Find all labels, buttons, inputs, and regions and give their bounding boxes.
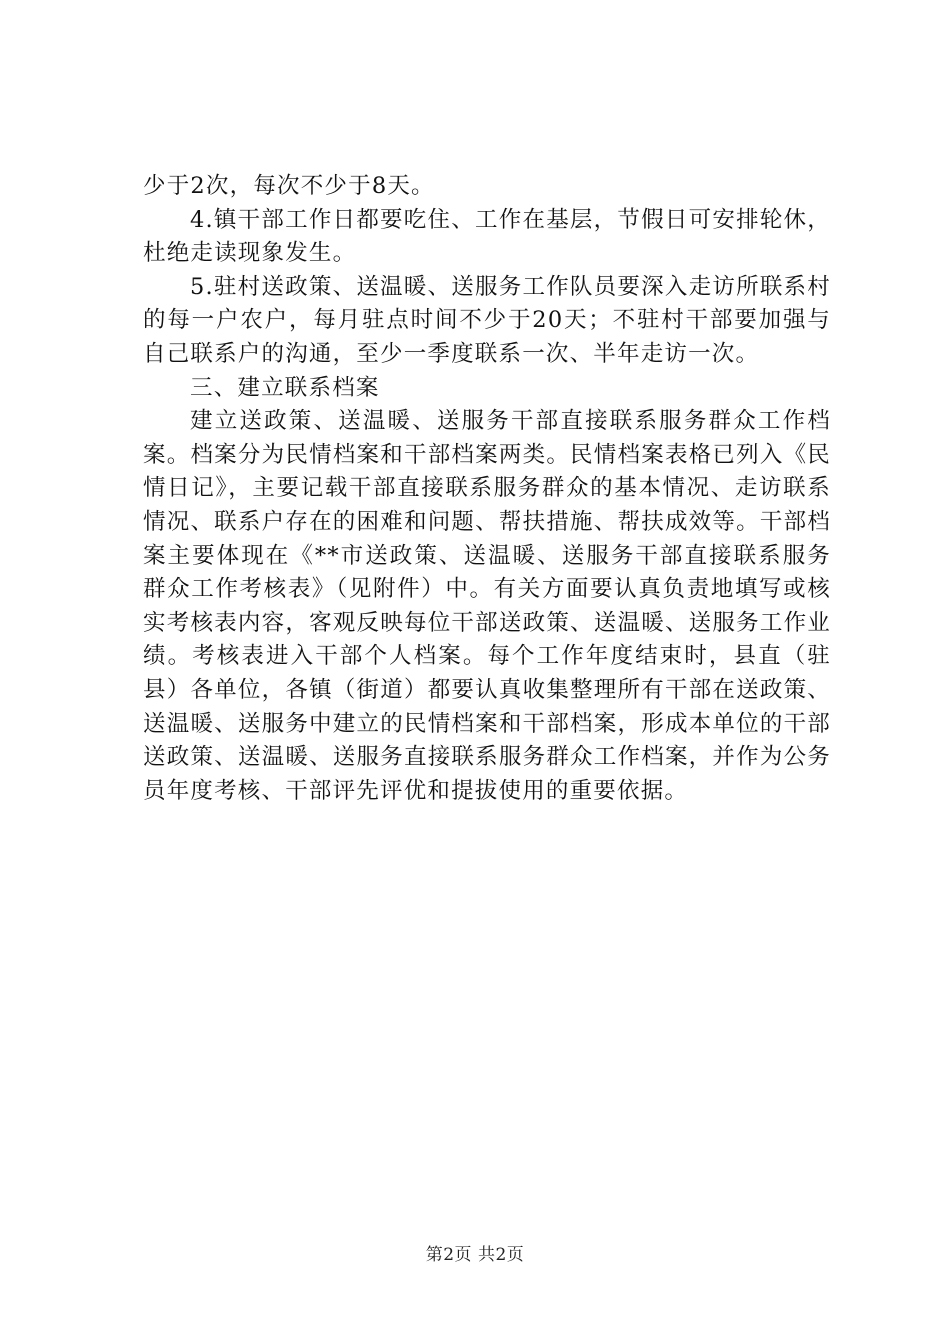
paragraph-archive: 建立送政策、送温暖、送服务干部直接联系服务群众工作档案。档案分为民情档案和干部档案两类。民情档案表格已列入《民情日记》，主要记载干部直接联系服务群众的基本情况、走访联系情况、联系户存在的困难和问题、帮扶措施、帮扶成效等。干部档案主要体现在《**市送政策、送温暖、送服务干部直接联系服务群众工作考核表》（见附件）中。有关方面要认真负责地填写或核实考核表内容，客观反映每位干部送政策、送温暖、送服务工作业绩。考核表进入干部个人档案。每个工作年度结束时，县直（驻县）各单位，各镇（街道）都要认真收集整理所有干部在送政策、送温暖、送服务中建立的民情档案和干部档案，形成本单位的干部送政策、送温暖、送服务直接联系服务群众工作档案，并作为公务员年度考核、干部评先评优和提拔使用的重要依据。 — [143, 408, 831, 804]
section-heading: 三、建立联系档案 — [190, 374, 380, 401]
paragraph-item-4: 4.镇干部工作日都要吃住、工作在基层，节假日可安排轮休，杜绝走读现象发生。 — [143, 206, 831, 267]
page-number-footer: 第2页 共2页 — [425, 1245, 525, 1265]
paragraph-continuation: 少于2次，每次不少于8天。 — [143, 173, 435, 199]
paragraph-item-5: 5.驻村送政策、送温暖、送服务工作队员要深入走访所联系村的每一户农户，每月驻点时间不少于20天；不驻村干部要加强与自己联系户的沟通，至少一季度联系一次、半年走访一次。 — [143, 273, 831, 367]
document-body — [143, 170, 831, 808]
